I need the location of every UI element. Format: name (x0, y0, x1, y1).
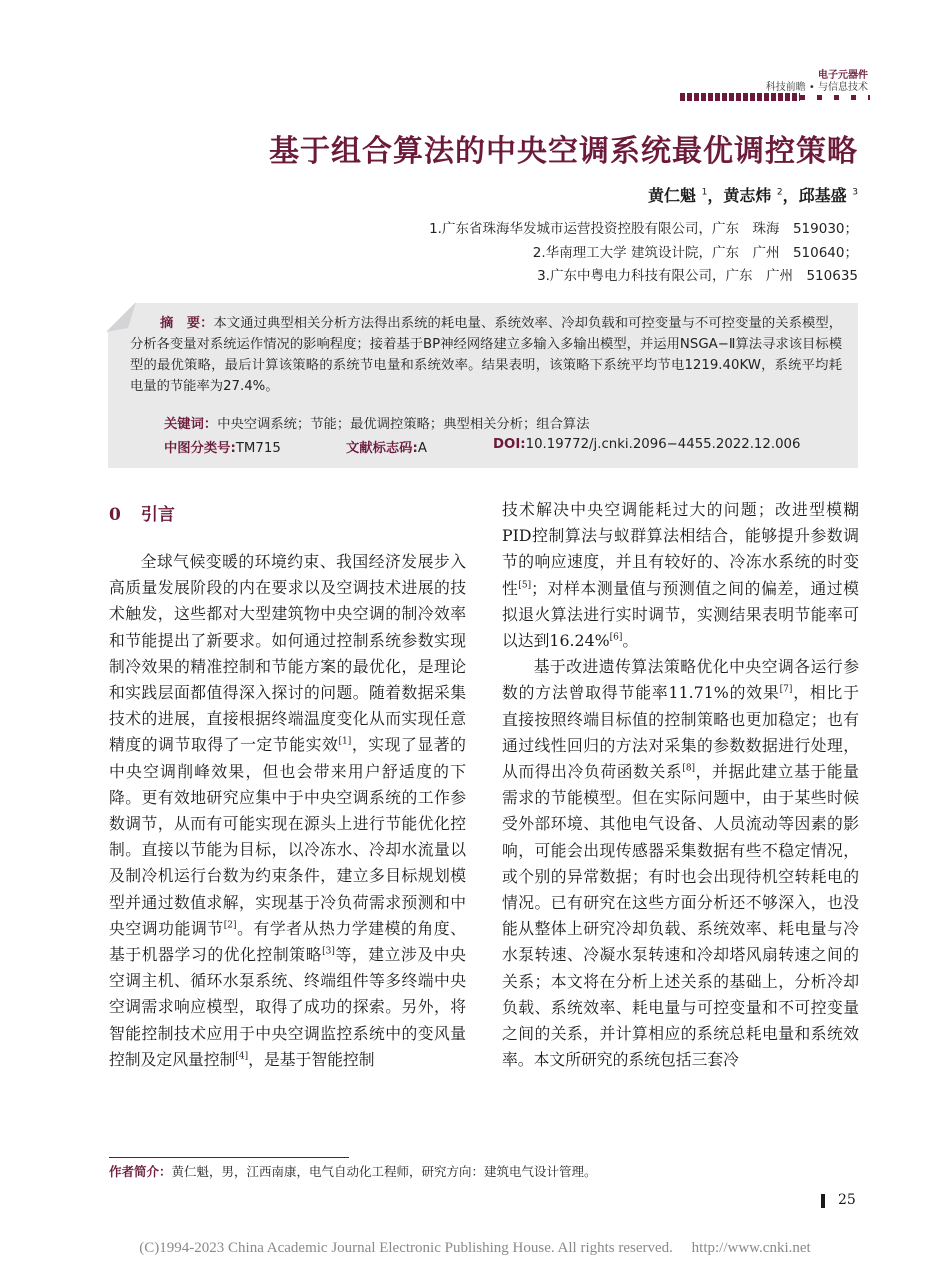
paragraph: 全球气候变暖的环境约束、我国经济发展步入高质量发展阶段的内在要求以及空调技术进展的技术触发，这些都对大型建筑物中央空调的制冷效率和节能提出了新要求。如何通过控制系统参数实现制冷效果的精准控制和节能方案的最优化，是理论和实践层面都值得深入探讨的问题。随着数据采集技术的进展，直接根据终端温度变化从而实现任意精度的调节取得了一定节能实效[1]，实现了显著的中央空调削峰效果，但也会带来用户舒适度的下降。更有效地研究应集中于中央空调系统的工作参数调节，从而有可能实现在源头上进行节能优化控制。直接以节能为目标，以冷冻水、冷却水流量以及制冷机运行台数为约束条件，建立多目标规划模型并通过数值求解，实现基于冷负荷需求预测和中央空调功能调节[2]。有学者从热力学建模的角度、基于机器学习的优化控制策略[3]等，建立涉及中央空调主机、循环水泵系统、终端组件等多终端中央空调需求响应模型，取得了成功的探索。另外，将智能控制技术应用于中央空调监控系统中的变风量控制及定风量控制[4]，是基于智能控制 (109, 552, 466, 1069)
doc-code-label: 文献标志码: (346, 441, 418, 456)
doi-value: 10.19772/j.cnki.2096−4455.2022.12.006 (525, 437, 801, 452)
author-footnote (109, 1162, 597, 1180)
clc-value: TM715 (235, 441, 281, 456)
affiliation-1: 1.广东省珠海华发城市运营投资控股有限公司，广东 珠海 519030； (429, 221, 858, 237)
citation: [6] (609, 632, 623, 643)
footnote-label: 作者简介： (109, 1164, 172, 1179)
author-affil-mark: 2 (776, 187, 783, 198)
body-column-left (109, 549, 466, 1073)
affiliation-3: 3.广东中粤电力科技有限公司，广东 广州 510635 (537, 268, 858, 284)
body-column-right (502, 497, 859, 1073)
paragraph: 基于改进遗传算法策略优化中央空调各运行参数的方法曾取得节能率11.71%的效果[7]，相比于直接按照终端目标值的控制策略也更加稳定；也有通过线性回归的方法对采集的参数数据进行处理，从而得出冷负荷函数关系[8]，并据此建立基于能量需求的节能模型。但在实际问题中，由于某些时候受外部环境、其他电气设备、人员流动等因素的影响，可能会出现传感器采集数据有些不稳定情况，或个别的异常数据；有时也会出现待机空转耗电的情况。已有研究在这些方面分析还不够深入，也没能从整体上研究冷却负载、系统效率、耗电量与冷水泵转速、冷凝水泵转速和冷却塔风扇转速之间的关系；本文将在分析上述关系的基础上，分析冷却负载、系统效率、耗电量与可控变量和不可控变量之间的关系，并计算相应的系统总耗电量和系统效率。本文所研究的系统包括三套冷 (502, 657, 859, 1070)
author-separator: ， (707, 186, 724, 205)
doi-line (493, 437, 800, 452)
paper-title: 基于组合算法的中央空调系统最优调控策略 (269, 134, 858, 169)
citation: [4] (235, 1051, 249, 1062)
abstract-label: 摘 要： (160, 316, 214, 331)
section-heading (109, 500, 175, 525)
copyright-notice: (C)1994-2023 China Academic Journal Electronic Publishing House. All rights reserved. http://www.cnki.net (139, 1240, 811, 1256)
citation: [1] (338, 737, 352, 748)
author-affil-mark: 3 (852, 187, 858, 198)
citation: [3] (322, 946, 335, 957)
keywords-label: 关键词： (164, 417, 218, 432)
author-name: 黄仁魁 (647, 186, 696, 205)
journal-column: 科技前瞻 • 与信息技术 (765, 82, 868, 93)
keywords: 中央空调系统；节能；最优调控策略；典型相关分析；组合算法 (217, 417, 590, 432)
header-decoration-sparse (800, 95, 870, 100)
footnote-rule (109, 1157, 349, 1158)
abstract-text (130, 313, 842, 397)
section-title: 引言 (140, 505, 175, 525)
doc-code-value: A (417, 441, 427, 456)
page-number-bar (821, 1194, 825, 1208)
clc-line (164, 437, 281, 456)
footnote-text: 黄仁魁，男，江西南康，电气自动化工程师，研究方向：建筑电气设计管理。 (171, 1164, 597, 1179)
author-affil-mark: 1 (701, 187, 708, 198)
page-number: 25 (838, 1192, 856, 1208)
citation: [2] (223, 920, 237, 931)
keywords-line (164, 413, 590, 432)
author-list (648, 183, 858, 206)
journal-name: 电子元器件 (818, 70, 868, 81)
affiliation-2: 2.华南理工大学 建筑设计院，广东 广州 510640； (532, 245, 858, 261)
clc-label: 中图分类号: (164, 441, 236, 456)
abstract-body: 本文通过典型相关分析方法得出系统的耗电量、系统效率、冷却负载和可控变量与不可控变量的关系模型，分析各变量对系统运作情况的影响程度；接着基于BP神经网络建立多输入多输出模型，并运用NSGA−Ⅱ算法寻求该目标模型的最优策略，最后计算该策略的系统节电量和系统效率。结果表明，该策略下系统平均节电1219.40KW，系统平均耗电量的节能率为27.4%。 (130, 316, 843, 394)
citation: [5] (518, 580, 532, 591)
doi-label: DOI: (493, 437, 526, 452)
doc-code-line (346, 437, 427, 456)
author-name: 邱基盛 (798, 186, 847, 205)
citation: [8] (682, 763, 696, 774)
section-number: 0 (109, 505, 121, 525)
author-name: 黄志炜 (723, 186, 772, 205)
paragraph: 技术解决中央空调能耗过大的问题；改进型模糊PID控制算法与蚁群算法相结合，能够提升参数调节的响应速度，并且有较好的、冷冻水系统的时变性[5]；对样本测量值与预测值之间的偏差，通过模拟退火算法进行实时调节，实测结果表明节能率可以达到16.24%[6]。 (502, 500, 859, 651)
citation: [7] (779, 685, 793, 696)
author-separator: ， (782, 186, 799, 205)
